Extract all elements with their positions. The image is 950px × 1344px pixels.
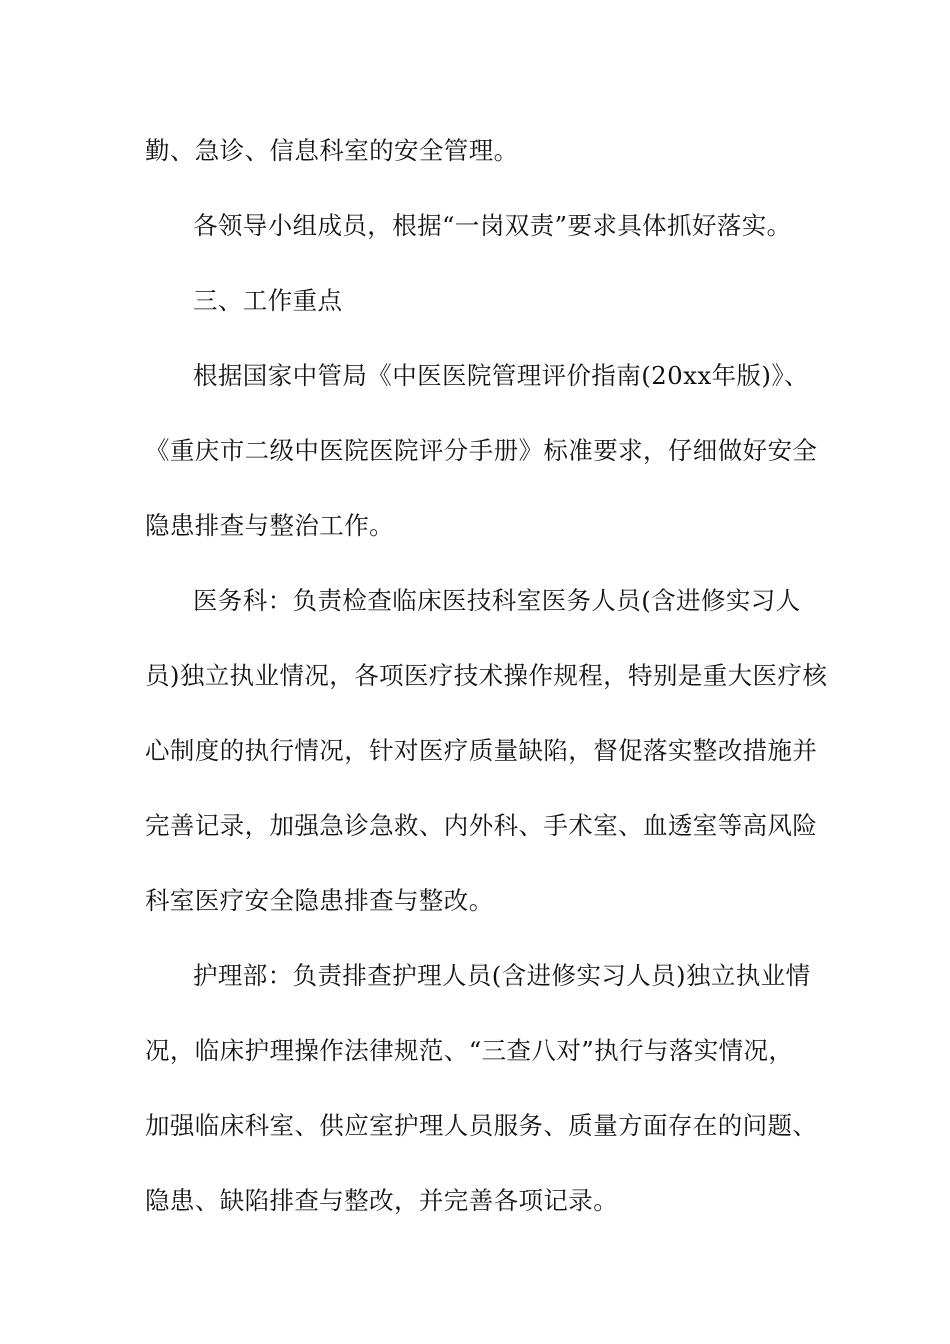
paragraph-line: 隐患排查与整治工作。 (145, 511, 394, 540)
paragraph-line: 加强临床科室、供应室护理人员服务、质量方面存在的问题、 (145, 1111, 818, 1140)
paragraph-line: 勤、急诊、信息科室的安全管理。 (145, 136, 519, 165)
paragraph-line: 《重庆市二级中医院医院评分手册》标准要求，仔细做好安全 (145, 436, 818, 465)
paragraph-line: 医务科：负责检查临床医技科室医务人员(含进修实习人 (193, 586, 801, 615)
paragraph-line: 各领导小组成员，根据“一岗双责”要求具体抓好落实。 (193, 211, 792, 240)
paragraph-line: 完善记录，加强急诊急救、内外科、手术室、血透室等高风险 (145, 811, 818, 840)
paragraph-line: 况，临床护理操作法律规范、“三查八对”执行与落实情况， (145, 1036, 794, 1065)
section-heading: 三、工作重点 (193, 286, 343, 315)
paragraph-line: 心制度的执行情况，针对医疗质量缺陷，督促落实整改措施并 (145, 736, 818, 765)
paragraph-line: 护理部：负责排查护理人员(含进修实习人员)独立执业情 (193, 961, 811, 990)
paragraph-line: 科室医疗安全隐患排查与整改。 (145, 886, 494, 915)
paragraph-line: 根据国家中管局《中医医院管理评价指南(20xx年版)》、 (193, 361, 809, 390)
paragraph-line: 隐患、缺陷排查与整改，并完善各项记录。 (145, 1186, 619, 1215)
paragraph-line: 员)独立执业情况，各项医疗技术操作规程，特别是重大医疗核 (145, 661, 828, 690)
